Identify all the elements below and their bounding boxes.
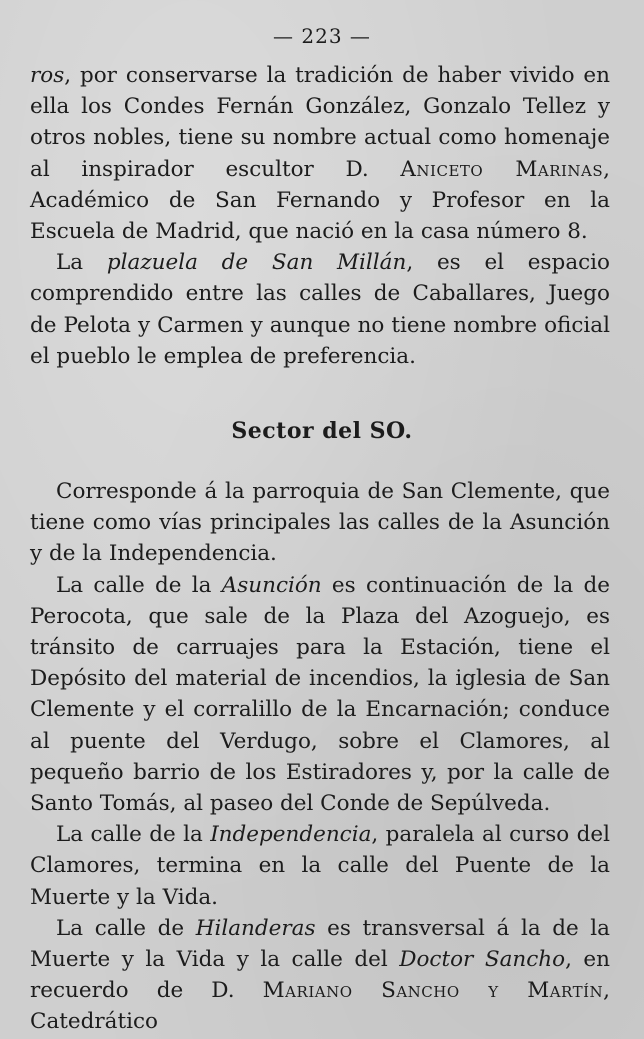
paragraph-asuncion [30,570,610,820]
text-run: es continuación de la de Perocota, que sale de la Plaza del Azoguejo, es tránsito de carruajes para la Estación, tiene el Depósito del material de incendios, la iglesia de San Clemente y el corralillo de la Encarnación; conduce al puente del Verdugo, sobre el Clamores, al pequeño barrio de los Estiradores y, por la calle de Santo Tomás, al paseo del Conde de Sepúlveda. [30,572,610,817]
text-run: La [56,250,107,276]
text-run: Corresponde á la parroquia de San Clemente, que tiene como vías principales las calles de la Asunción y de la Independencia. [30,479,610,567]
paragraph-hilanderas [30,913,610,1038]
paragraph-parroquia [30,476,610,570]
text-run: , paralela al curso del Clamores, termina en la calle del Puente de la Muerte y la Vida. [30,822,610,910]
text-run: ros [30,63,65,88]
text-run: , en recuerdo de D. [30,947,610,1004]
street-name-italic: Doctor Sancho [399,947,566,973]
section-heading: Sector del SO. [231,418,413,444]
text-run: , Catedrático [30,978,610,1035]
text-run: La calle de la [56,572,222,598]
place-name-italic: plazuela de San Millán [106,250,407,276]
text-run: , es el espacio comprendido entre las calles de Caballares, Juego de Pelota y Carmen y aunque no tiene nombre oficial el pueblo le emplea de preferencia. [30,250,610,369]
text-run: , por conservarse la tradición de haber vivido en ella los Condes Fernán González, Gonzalo Tellez y otros nobles, tiene su nombre actual como homenaje al inspirador escultor D. [30,63,610,182]
street-name-italic: Hilanderas [195,915,316,941]
paragraph-independencia [30,819,610,913]
paragraph-continuation [30,60,610,247]
text-run: es transversal á la de la Muerte y la Vida y la calle del [30,915,610,973]
page-number: — 223 — [273,24,371,48]
name-smallcaps: Aniceto Marinas [400,156,604,182]
paragraph-plazuela [30,247,610,372]
text-block-bottom [30,476,610,1038]
text-run: , Académico de San Fernando y Profesor en la Escuela de Madrid, que nació en la casa número 8. [30,156,610,245]
street-name-italic: Asunción [221,572,322,598]
text-block-top [30,60,610,372]
street-name-italic: Independencia [210,822,372,848]
text-run: La calle de la [56,822,211,848]
name-smallcaps: Mariano Sancho y Martín [262,978,604,1004]
text-run: La calle de [56,915,196,941]
